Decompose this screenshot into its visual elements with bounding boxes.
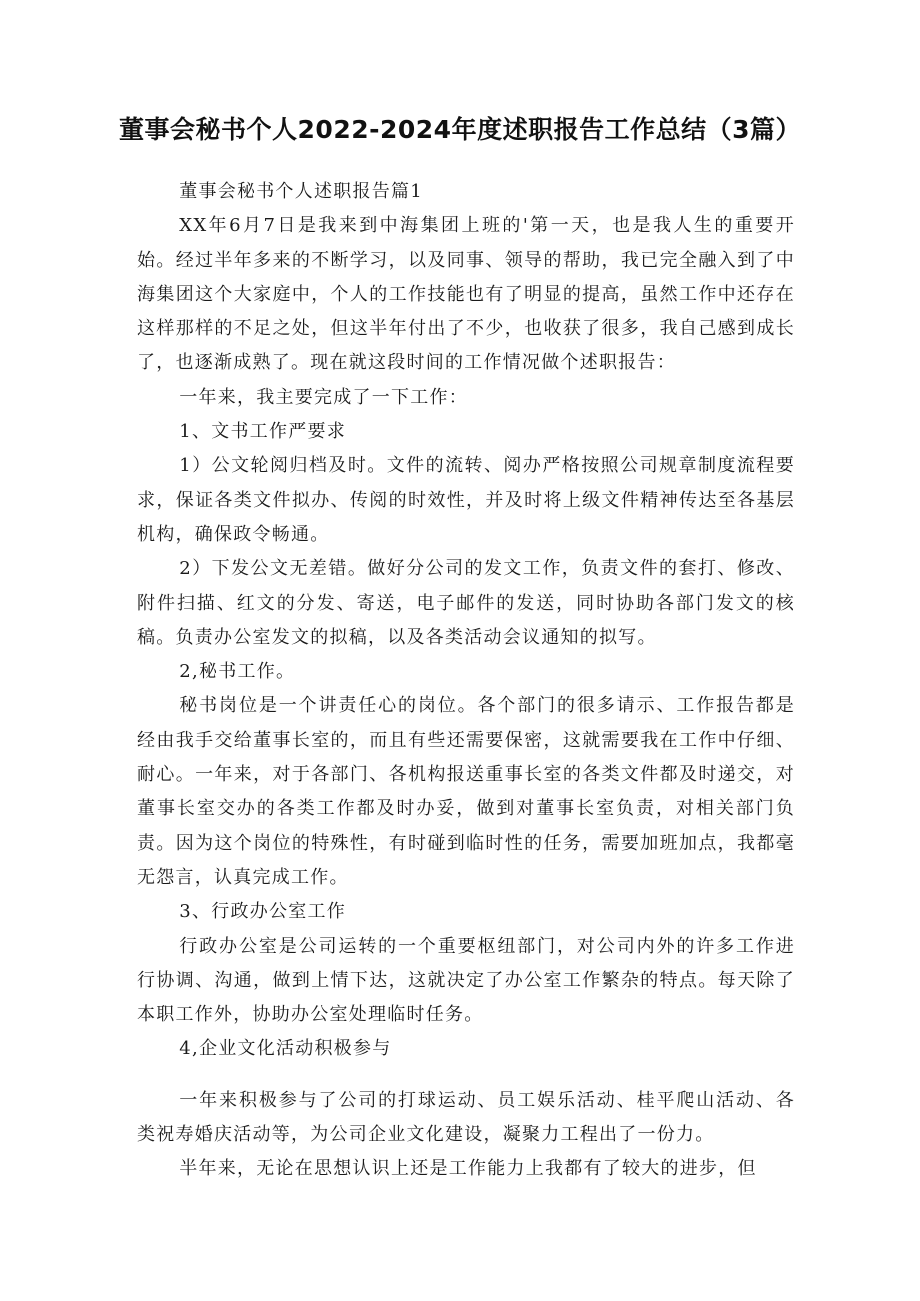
- paragraph: 一年来，我主要完成了一下工作：: [179, 386, 469, 408]
- document-body: [137, 175, 795, 1187]
- section-heading: 董事会秘书个人述职报告篇1: [179, 181, 423, 202]
- document-title: 董事会秘书个人2022-2024年度述职报告工作总结（3篇）: [119, 115, 801, 144]
- list-heading: 3、行政办公室工作: [179, 901, 346, 923]
- paragraph: 2）下发公文无差错。做好分公司的发文工作，负责文件的套打、修改、附件扫描、红文的分发、寄送，电子邮件的发送，同时协助各部门发文的核稿。负责办公室发文的拟稿，以及各类活动会议通知的拟写。: [137, 558, 795, 648]
- list-heading: 2,秘书工作。: [179, 661, 296, 683]
- paragraph: 半年来，无论在思想认识上还是工作能力上我都有了较大的进步，但: [179, 1158, 757, 1180]
- paragraph: XX年6月7日是我来到中海集团上班的'第一天，也是我人生的重要开始。经过半年多来的不断学习，以及同事、领导的帮助，我已完全融入到了中海集团这个大家庭中，个人的工作技能也有了明显的提高，虽然工作中还存在这样那样的不足之处，但这半年付出了不少，也收获了很多，我自己感到成长了，也逐渐成熟了。现在就这段时间的工作情况做个述职报告：: [137, 215, 795, 374]
- paragraph: 一年来积极参与了公司的打球运动、员工娱乐活动、桂平爬山活动、各类祝寿婚庆活动等，为公司企业文化建设，凝聚力工程出了一份力。: [137, 1089, 795, 1146]
- paragraph: 秘书岗位是一个讲责任心的岗位。各个部门的很多请示、工作报告都是经由我手交给董事长室的，而且有些还需要保密，这就需要我在工作中仔细、耐心。一年来，对于各部门、各机构报送重事长室的各类文件都及时递交，对董事长室交办的各类工作都及时办妥，做到对董事长室负责，对相关部门负责。因为这个岗位的特殊性，有时碰到临时性的任务，需要加班加点，我都毫无怨言，认真完成工作。: [137, 695, 795, 888]
- list-heading: 1、文书工作严要求: [179, 421, 346, 443]
- paragraph: 1）公文轮阅归档及时。文件的流转、阅办严格按照公司规章制度流程要求，保证各类文件拟办、传阅的时效性，并及时将上级文件精神传达至各基层机构，确保政令畅通。: [137, 455, 795, 545]
- paragraph: 行政办公室是公司运转的一个重要枢纽部门，对公司内外的许多工作进行协调、沟通，做到上情下达，这就决定了办公室工作繁杂的特点。每天除了本职工作外，协助办公室处理临时任务。: [137, 935, 795, 1026]
- list-heading: 4,企业文化活动积极参与: [179, 1038, 392, 1060]
